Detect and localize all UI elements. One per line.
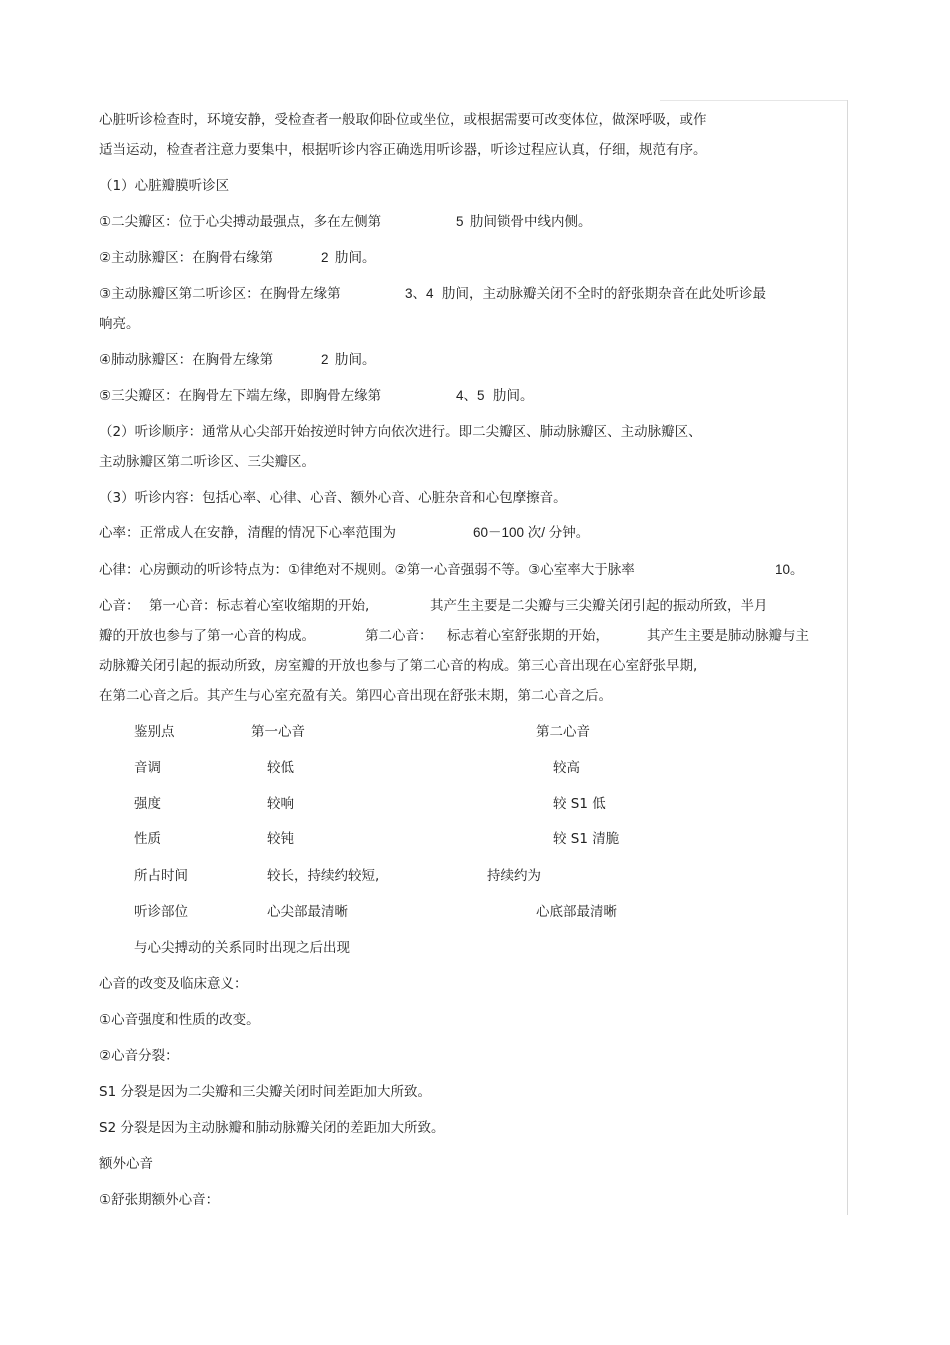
section-2-line-2: 主动脉瓣区第二听诊区、三尖瓣区。 — [99, 454, 315, 470]
page-border-right — [847, 100, 848, 1215]
s1-split-line: S1 分裂是因为二尖瓣和三尖瓣关闭时间差距加大所致。 — [99, 1084, 431, 1100]
area-pulmonary-text: ④肺动脉瓣区：在胸骨左缘第 — [99, 352, 274, 368]
section-1-heading: （1）心脏瓣膜听诊区 — [99, 178, 230, 194]
table-row-duration-label: 所占时间 — [134, 868, 188, 884]
heart-rhythm-line — [99, 561, 804, 579]
area-mitral-number: 5 — [456, 214, 464, 229]
heart-rate-text: 心率：正常成人在安静，清醒的情况下心率范围为 — [99, 525, 396, 541]
heart-rhythm-value: 10。 — [775, 562, 804, 577]
area-mitral-text: ①二尖瓣区：位于心尖搏动最强点，多在左侧第 — [99, 214, 382, 230]
table-row-location-s2: 心底部最清晰 — [536, 904, 617, 920]
table-row-duration-s1: 较长，持续约较短, — [267, 868, 380, 884]
area-tricuspid-text: ⑤三尖瓣区：在胸骨左下端左缘，即胸骨左缘第 — [99, 388, 382, 404]
heart-sounds-line-1 — [99, 597, 768, 615]
heart-rate-line — [99, 524, 590, 542]
table-header-s2: 第二心音 — [536, 724, 590, 740]
first-sound-origin: 其产生主要是二尖瓣与三尖瓣关闭引起的振动所致，半月 — [430, 598, 768, 614]
second-sound-label: 第二心音： — [365, 628, 433, 644]
area-tricuspid-tail: 肋间。 — [493, 388, 534, 404]
area-aortic-text: ②主动脉瓣区：在胸骨右缘第 — [99, 250, 274, 266]
area-aortic — [99, 249, 376, 267]
table-row-pitch-s1: 较低 — [267, 760, 294, 776]
table-header-feature: 鉴别点 — [134, 724, 175, 740]
heart-sounds-line-4: 在第二心音之后。其产生与心室充盈有关。第四心音出现在舒张末期，第二心音之后。 — [99, 688, 612, 704]
table-row-quality-s1: 较钝 — [267, 831, 294, 847]
table-row-location-s1: 心尖部最清晰 — [267, 904, 348, 920]
heart-sounds-line-2 — [99, 627, 809, 645]
area-pulmonary-tail: 肋间。 — [335, 352, 376, 368]
area-pulmonary-number: 2 — [321, 352, 329, 367]
table-row-location-label: 听诊部位 — [134, 904, 188, 920]
table-header-s1: 第一心音 — [251, 724, 305, 740]
heart-rhythm-text: 心律：心房颤动的听诊特点为：①律绝对不规则。②第一心音强弱不等。③心室率大于脉率 — [99, 562, 635, 578]
table-row-apex-relation: 与心尖搏动的关系同时出现之后出现 — [134, 940, 350, 956]
first-sound-semilunar: 瓣的开放也参与了第一心音的构成。 — [99, 628, 315, 644]
table-row-quality-label: 性质 — [134, 831, 161, 847]
area-aortic-second-tail: 肋间，主动脉瓣关闭不全时的舒张期杂音在此处听诊最 — [442, 286, 766, 302]
changes-heading: 心音的改变及临床意义： — [99, 976, 248, 992]
heart-sounds-line-3: 动脉瓣关闭引起的振动所致，房室瓣的开放也参与了第二心音的构成。第三心音出现在心室舒张早期, — [99, 658, 698, 674]
second-sound-definition: 标志着心室舒张期的开始， — [447, 628, 609, 644]
area-aortic-second-cont: 响亮。 — [99, 316, 140, 332]
table-row-intensity-s2: 较 S1 低 — [553, 796, 606, 812]
second-sound-origin: 其产生主要是肺动脉瓣与主 — [647, 628, 809, 644]
area-pulmonary — [99, 351, 376, 369]
area-aortic-number: 2 — [321, 250, 329, 265]
area-aortic-second-text: ③主动脉瓣区第二听诊区：在胸骨左缘第 — [99, 286, 341, 302]
extra-sounds-item-1: ①舒张期额外心音： — [99, 1192, 220, 1208]
table-row-pitch-label: 音调 — [134, 760, 161, 776]
area-aortic-second — [99, 285, 766, 303]
table-row-quality-s2: 较 S1 清脆 — [553, 831, 620, 847]
section-3-heading: （3）听诊内容：包括心率、心律、心音、额外心音、心脏杂音和心包摩擦音。 — [99, 490, 567, 506]
area-aortic-second-number: 3、4 — [405, 286, 434, 301]
first-sound-definition: 第一心音：标志着心室收缩期的开始, — [149, 598, 370, 614]
area-tricuspid — [99, 387, 534, 405]
s2-split-line: S2 分裂是因为主动脉瓣和肺动脉瓣关闭的差距加大所致。 — [99, 1120, 445, 1136]
area-tricuspid-number: 4、5 — [456, 388, 485, 403]
area-mitral-tail: 肋间锁骨中线内侧。 — [470, 214, 592, 230]
area-aortic-tail: 肋间。 — [335, 250, 376, 266]
table-row-intensity-label: 强度 — [134, 796, 161, 812]
extra-sounds-heading: 额外心音 — [99, 1156, 153, 1172]
page-border-top — [660, 100, 848, 101]
intro-line-1: 心脏听诊检查时，环境安静，受检查者一般取仰卧位或坐位，或根据需要可改变体位，做深呼吸，或作 — [99, 112, 707, 128]
heart-rate-value: 60－100 次/ 分钟。 — [473, 525, 590, 540]
table-row-pitch-s2: 较高 — [553, 760, 580, 776]
changes-item-2: ②心音分裂： — [99, 1048, 179, 1064]
table-row-intensity-s1: 较响 — [267, 796, 294, 812]
section-2-line-1: （2）听诊顺序：通常从心尖部开始按逆时钟方向依次进行。即二尖瓣区、肺动脉瓣区、主动脉瓣区、 — [99, 424, 702, 440]
table-row-duration-s2: 持续约为 — [487, 868, 541, 884]
heart-sounds-label: 心音： — [99, 598, 140, 614]
changes-item-1: ①心音强度和性质的改变。 — [99, 1012, 260, 1028]
intro-line-2: 适当运动，检查者注意力要集中，根据听诊内容正确选用听诊器，听诊过程应认真，仔细，规范有序。 — [99, 142, 707, 158]
area-mitral — [99, 213, 592, 231]
